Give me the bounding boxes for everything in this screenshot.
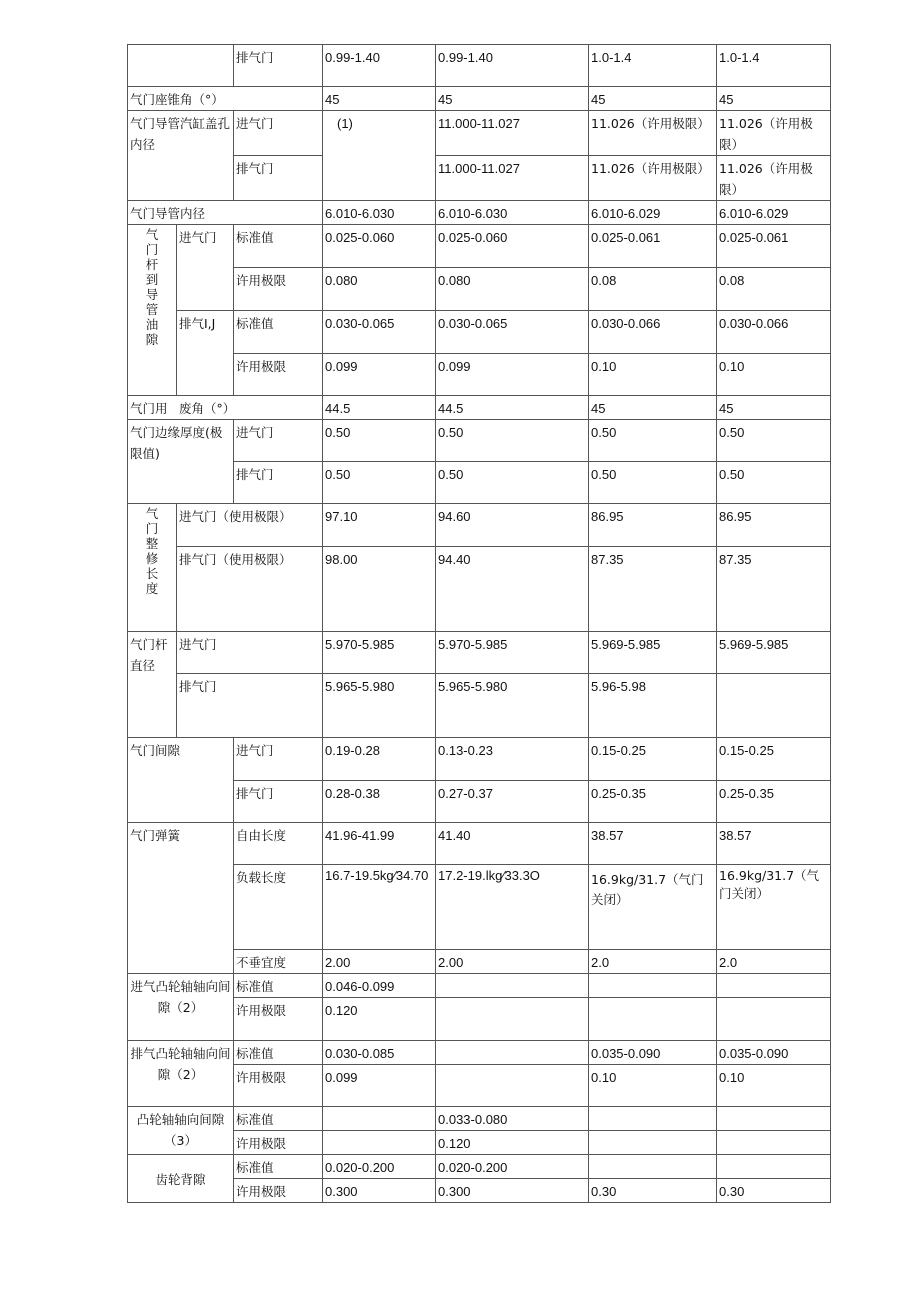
value-cell: 2.00 [436, 950, 589, 974]
value-cell: 0.030-0.065 [436, 311, 589, 354]
value-cell: 11.026（许用极限） [717, 156, 831, 201]
value-cell: 0.99-1.40 [436, 45, 589, 87]
value-cell: 0.300 [323, 1179, 436, 1203]
sub-label: 进气门 [177, 225, 234, 311]
value-cell [717, 1155, 831, 1179]
table-row [128, 1179, 831, 1203]
table-row [128, 268, 831, 311]
row-label: 气 门 杆 到 导 管 油 隙 [128, 225, 177, 396]
value-cell: 0.25-0.35 [717, 781, 831, 823]
sub-label: 许用极限 [234, 354, 323, 396]
row-label: 气门杆直径 [128, 632, 177, 738]
value-cell: 45 [323, 87, 436, 111]
value-cell [436, 1065, 589, 1107]
sub-label: 许用极限 [234, 1131, 323, 1155]
value-cell: 5.970-5.985 [323, 632, 436, 674]
table-row [128, 462, 831, 504]
row-label: 气门导管内径 [128, 201, 323, 225]
table-row [128, 674, 831, 738]
sub-label: 许用极限 [234, 998, 323, 1041]
row-label: 排气凸轮轴轴向间隙（2） [128, 1041, 234, 1107]
value-cell: 5.969-5.985 [717, 632, 831, 674]
value-cell: 0.099 [436, 354, 589, 396]
table-row [128, 823, 831, 865]
value-cell: 0.50 [717, 420, 831, 462]
value-cell: 0.13-0.23 [436, 738, 589, 781]
value-cell: 6.010-6.029 [717, 201, 831, 225]
value-cell: 0.10 [717, 354, 831, 396]
value-cell: 0.099 [323, 1065, 436, 1107]
value-cell: 0.15-0.25 [589, 738, 717, 781]
value-cell: 0.28-0.38 [323, 781, 436, 823]
value-cell: 86.95 [717, 504, 831, 547]
value-cell: 0.025-0.060 [436, 225, 589, 268]
value-cell: 0.030-0.066 [589, 311, 717, 354]
value-cell: 94.40 [436, 547, 589, 632]
value-cell: 87.35 [717, 547, 831, 632]
value-cell [717, 974, 831, 998]
value-cell: 16.9kg∕31.7（气门关闭） [589, 865, 717, 950]
value-cell: 6.010-6.029 [589, 201, 717, 225]
table-row [128, 111, 831, 156]
sub-label: 进气门 [177, 632, 323, 674]
value-cell: 0.10 [717, 1065, 831, 1107]
value-cell [323, 1107, 436, 1131]
value-cell [589, 998, 717, 1041]
sub-label: 排气门 [234, 462, 323, 504]
table-row [128, 156, 831, 201]
value-cell: 41.40 [436, 823, 589, 865]
sub-label: 标准值 [234, 1107, 323, 1131]
sub-label: 标准值 [234, 225, 323, 268]
row-label: 气门用 [128, 396, 177, 420]
value-cell [589, 1107, 717, 1131]
table-row [128, 225, 831, 268]
value-cell: 0.020-0.200 [436, 1155, 589, 1179]
value-cell: 11.000-11.027 [436, 111, 589, 156]
value-cell: 5.96-5.98 [589, 674, 717, 738]
value-cell: 17.2-19.lkg∕33.3O [436, 865, 589, 950]
sub-label: 进气门 [234, 738, 323, 781]
sub-label: 标准值 [234, 311, 323, 354]
row-label: 齿轮背隙 [128, 1155, 234, 1203]
row-label: 凸轮轴轴向间隙（3） [128, 1107, 234, 1155]
value-cell [589, 1131, 717, 1155]
value-cell: 0.10 [589, 1065, 717, 1107]
value-cell: 0.30 [717, 1179, 831, 1203]
value-cell [436, 1041, 589, 1065]
value-cell: 0.08 [717, 268, 831, 311]
row-label: 进气凸轮轴轴向间隙（2） [128, 974, 234, 1041]
value-cell: 0.099 [323, 354, 436, 396]
sub-label: 标准值 [234, 1155, 323, 1179]
row-label: 废角（°） [177, 396, 323, 420]
sub-label: 负载长度 [234, 865, 323, 950]
value-cell: 45 [589, 396, 717, 420]
table-row [128, 45, 831, 87]
value-cell: 0.25-0.35 [589, 781, 717, 823]
value-cell [323, 1131, 436, 1155]
value-cell: 44.5 [323, 396, 436, 420]
value-cell [717, 1107, 831, 1131]
value-cell: 0.035-0.090 [589, 1041, 717, 1065]
value-cell: 0.300 [436, 1179, 589, 1203]
sub-label: 排气门 [177, 674, 323, 738]
sub-label: 排气门 [234, 781, 323, 823]
table-row [128, 1041, 831, 1065]
value-cell: 0.50 [323, 462, 436, 504]
value-cell: 0.19-0.28 [323, 738, 436, 781]
sub-label: 自由长度 [234, 823, 323, 865]
table-row [128, 738, 831, 781]
value-cell: 0.10 [589, 354, 717, 396]
value-cell: 45 [436, 87, 589, 111]
value-cell: 0.99-1.40 [323, 45, 436, 87]
value-cell: 0.50 [436, 420, 589, 462]
value-cell: 0.080 [436, 268, 589, 311]
sub-label: 许用极限 [234, 268, 323, 311]
value-cell: 5.965-5.980 [323, 674, 436, 738]
valve-spec-table [127, 44, 831, 1203]
row-label: 气门导管汽缸盖孔内径 [128, 111, 234, 201]
table-row [128, 1131, 831, 1155]
value-cell: 45 [589, 87, 717, 111]
value-cell: 16.9kg∕31.7（气门关闭） [717, 865, 831, 950]
value-cell: 41.96-41.99 [323, 823, 436, 865]
value-cell: 2.00 [323, 950, 436, 974]
row-label: 气门间隙 [128, 738, 234, 823]
value-cell: 1.0-1.4 [589, 45, 717, 87]
table-row [128, 632, 831, 674]
row-label: 气门座锥角（°） [128, 87, 323, 111]
value-cell: 0.30 [589, 1179, 717, 1203]
table-row [128, 354, 831, 396]
value-cell: 5.970-5.985 [436, 632, 589, 674]
sub-label: 许用极限 [234, 1065, 323, 1107]
table-row [128, 974, 831, 998]
value-cell [436, 974, 589, 998]
value-cell: 0.120 [323, 998, 436, 1041]
value-cell: 0.50 [589, 420, 717, 462]
table-row [128, 201, 831, 225]
table-row [128, 1065, 831, 1107]
table-row [128, 1107, 831, 1131]
value-cell: 0.15-0.25 [717, 738, 831, 781]
value-cell: 11.026（许用极限） [589, 111, 717, 156]
table-row [128, 1155, 831, 1179]
value-cell: 0.08 [589, 268, 717, 311]
value-cell: 6.010-6.030 [436, 201, 589, 225]
value-cell [717, 998, 831, 1041]
value-cell: 0.046-0.099 [323, 974, 436, 998]
sub-label: 排气I,J [177, 311, 234, 396]
value-cell: 11.026（许用极限） [589, 156, 717, 201]
value-cell: 38.57 [717, 823, 831, 865]
table-row [128, 396, 831, 420]
sub-label: 许用极限 [234, 1179, 323, 1203]
value-cell: 11.000-11.027 [436, 156, 589, 201]
value-cell: 0.50 [323, 420, 436, 462]
sub-label: 进气门 [234, 111, 323, 156]
value-cell: 38.57 [589, 823, 717, 865]
value-cell: 0.50 [589, 462, 717, 504]
value-cell: 2.0 [717, 950, 831, 974]
value-cell: 11.026（许用极限） [717, 111, 831, 156]
value-cell [717, 1131, 831, 1155]
table-row [128, 311, 831, 354]
value-cell: 45 [717, 87, 831, 111]
sub-label: 标准值 [234, 1041, 323, 1065]
value-cell: 97.10 [323, 504, 436, 547]
table-row [128, 950, 831, 974]
sub-label: 标准值 [234, 974, 323, 998]
sub-label: 进气门 [234, 420, 323, 462]
sub-label: 排气门（使用极限） [177, 547, 323, 632]
value-cell [589, 1155, 717, 1179]
value-cell: 0.50 [436, 462, 589, 504]
sub-label: 排气门 [234, 45, 323, 87]
value-cell: 0.035-0.090 [717, 1041, 831, 1065]
value-cell: 86.95 [589, 504, 717, 547]
value-cell [717, 674, 831, 738]
value-cell: 0.025-0.060 [323, 225, 436, 268]
sub-label: 不垂宜度 [234, 950, 323, 974]
value-cell: 2.0 [589, 950, 717, 974]
value-cell: 45 [717, 396, 831, 420]
row-label: 气 门 整 修 长 度 [128, 504, 177, 632]
value-cell [589, 974, 717, 998]
value-cell: 94.60 [436, 504, 589, 547]
value-cell: 44.5 [436, 396, 589, 420]
value-cell: 0.025-0.061 [589, 225, 717, 268]
value-cell: 0.030-0.085 [323, 1041, 436, 1065]
value-cell: 5.965-5.980 [436, 674, 589, 738]
row-label: 气门弹簧 [128, 823, 234, 974]
value-cell: 0.120 [436, 1131, 589, 1155]
row-label: 气门边缘厚度(极限值) [128, 420, 234, 504]
table-row [128, 547, 831, 632]
table-row [128, 87, 831, 111]
sub-label: 排气门 [234, 156, 323, 201]
table-row [128, 504, 831, 547]
value-cell: 87.35 [589, 547, 717, 632]
value-cell: 98.00 [323, 547, 436, 632]
value-cell: 0.020-0.200 [323, 1155, 436, 1179]
value-cell: 0.080 [323, 268, 436, 311]
value-cell: 0.030-0.066 [717, 311, 831, 354]
table-row [128, 998, 831, 1041]
value-cell: 0.50 [717, 462, 831, 504]
value-cell: 6.010-6.030 [323, 201, 436, 225]
table-row [128, 865, 831, 950]
value-cell: 5.969-5.985 [589, 632, 717, 674]
value-cell: 0.033-0.080 [436, 1107, 589, 1131]
table-row [128, 781, 831, 823]
value-cell: 1.0-1.4 [717, 45, 831, 87]
value-cell: 0.030-0.065 [323, 311, 436, 354]
table-row [128, 420, 831, 462]
value-cell: 0.025-0.061 [717, 225, 831, 268]
value-cell: 0.27-0.37 [436, 781, 589, 823]
value-cell [436, 998, 589, 1041]
note-cell: (1) [323, 111, 436, 201]
sub-label: 进气门（使用极限） [177, 504, 323, 547]
value-cell: 16.7-19.5kg∕34.70 [323, 865, 436, 950]
